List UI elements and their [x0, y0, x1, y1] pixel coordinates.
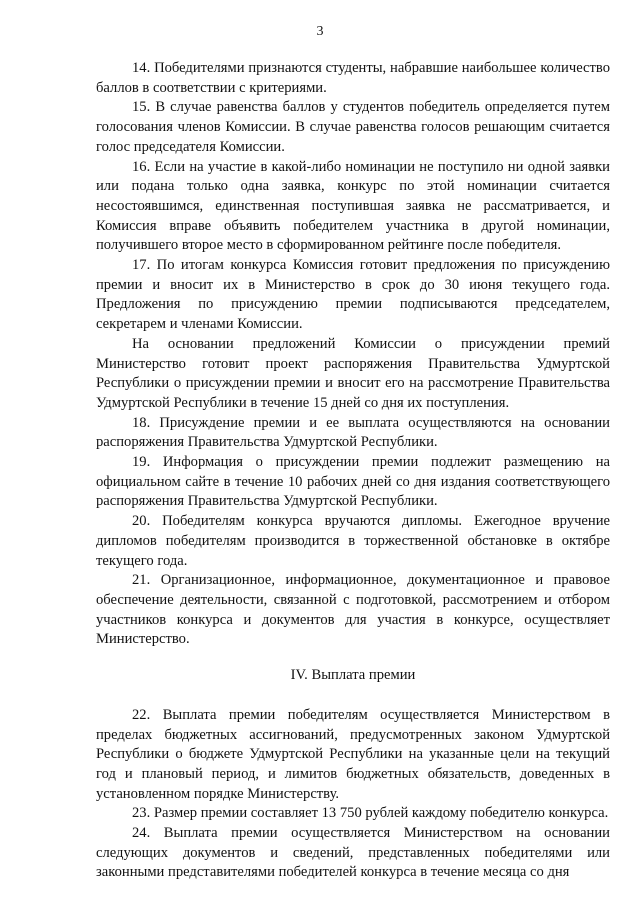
- document-body: [96, 59, 610, 883]
- paragraph-21: 21. Организационное, информационное, документационное и правовое обеспечение деятельности, связанной с подготовкой, рассмотрением и отбором участников конкурса и документов для участия в конкурсе, осуществляет Министерство.: [96, 572, 610, 648]
- paragraph-16: 16. Если на участие в какой-либо номинации не поступило ни одной заявки или подана только одна заявка, конкурс по этой номинации считается несостоявшимся, единственная поступившая заявка не рассматривается, и Комиссия вправе объявить победителем участника в другой номинации, получившего второе место в сформированном рейтинге после победителя.: [96, 158, 610, 254]
- page-number: 3: [316, 24, 324, 39]
- paragraph-24: 24. Выплата премии осуществляется Министерством на основании следующих документов и сведений, представленных победителями или законными представителями победителей конкурса в течение месяца со дня: [96, 825, 610, 881]
- paragraph-15: 15. В случае равенства баллов у студентов победитель определяется путем голосования членов Комиссии. В случае равенства голосов решающим считается голос председателя Комиссии.: [96, 99, 610, 155]
- paragraph-22: 22. Выплата премии победителям осуществляется Министерством в пределах бюджетных ассигнований, предусмотренных законом Удмуртской Республики о бюджете Удмуртской Республики на указанные цели на текущий год и плановый период, и лимитов бюджетных обязательств, доведенных в установленном порядке Министерству.: [96, 706, 610, 802]
- section-heading: IV. Выплата премии: [290, 667, 416, 684]
- paragraph-19: 19. Информация о присуждении премии подлежит размещению на официальном сайте в течение 10 рабочих дней со дня издания соответствующего распоряжения Правительства Удмуртской Республики.: [96, 454, 610, 510]
- paragraph-18: 18. Присуждение премии и ее выплата осуществляются на основании распоряжения Правительства Удмуртской Республики.: [96, 414, 610, 451]
- paragraph-20: 20. Победителям конкурса вручаются дипломы. Ежегодное вручение дипломов победителям производится в торжественной обстановке в октябре текущего года.: [96, 513, 610, 569]
- paragraph-23: 23. Размер премии составляет 13 750 рублей каждому победителю конкурса.: [132, 805, 609, 822]
- paragraph-17: 17. По итогам конкурса Комиссия готовит предложения по присуждению премии и вносит их в Министерство в срок до 30 июня текущего года. Предложения по присуждению премии подписываются председателем, секретарем и членами Комиссии.: [96, 257, 610, 333]
- paragraph-17-continued: На основании предложений Комиссии о присуждении премий Министерство готовит проект распоряжения Правительства Удмуртской Республики о присуждении премии и вносит его на рассмотрение Правительства Удмуртской Республики в течение 15 дней со дня их поступления.: [96, 335, 610, 411]
- paragraph-14: 14. Победителями признаются студенты, набравшие наибольшее количество баллов в соответствии с критериями.: [96, 60, 610, 96]
